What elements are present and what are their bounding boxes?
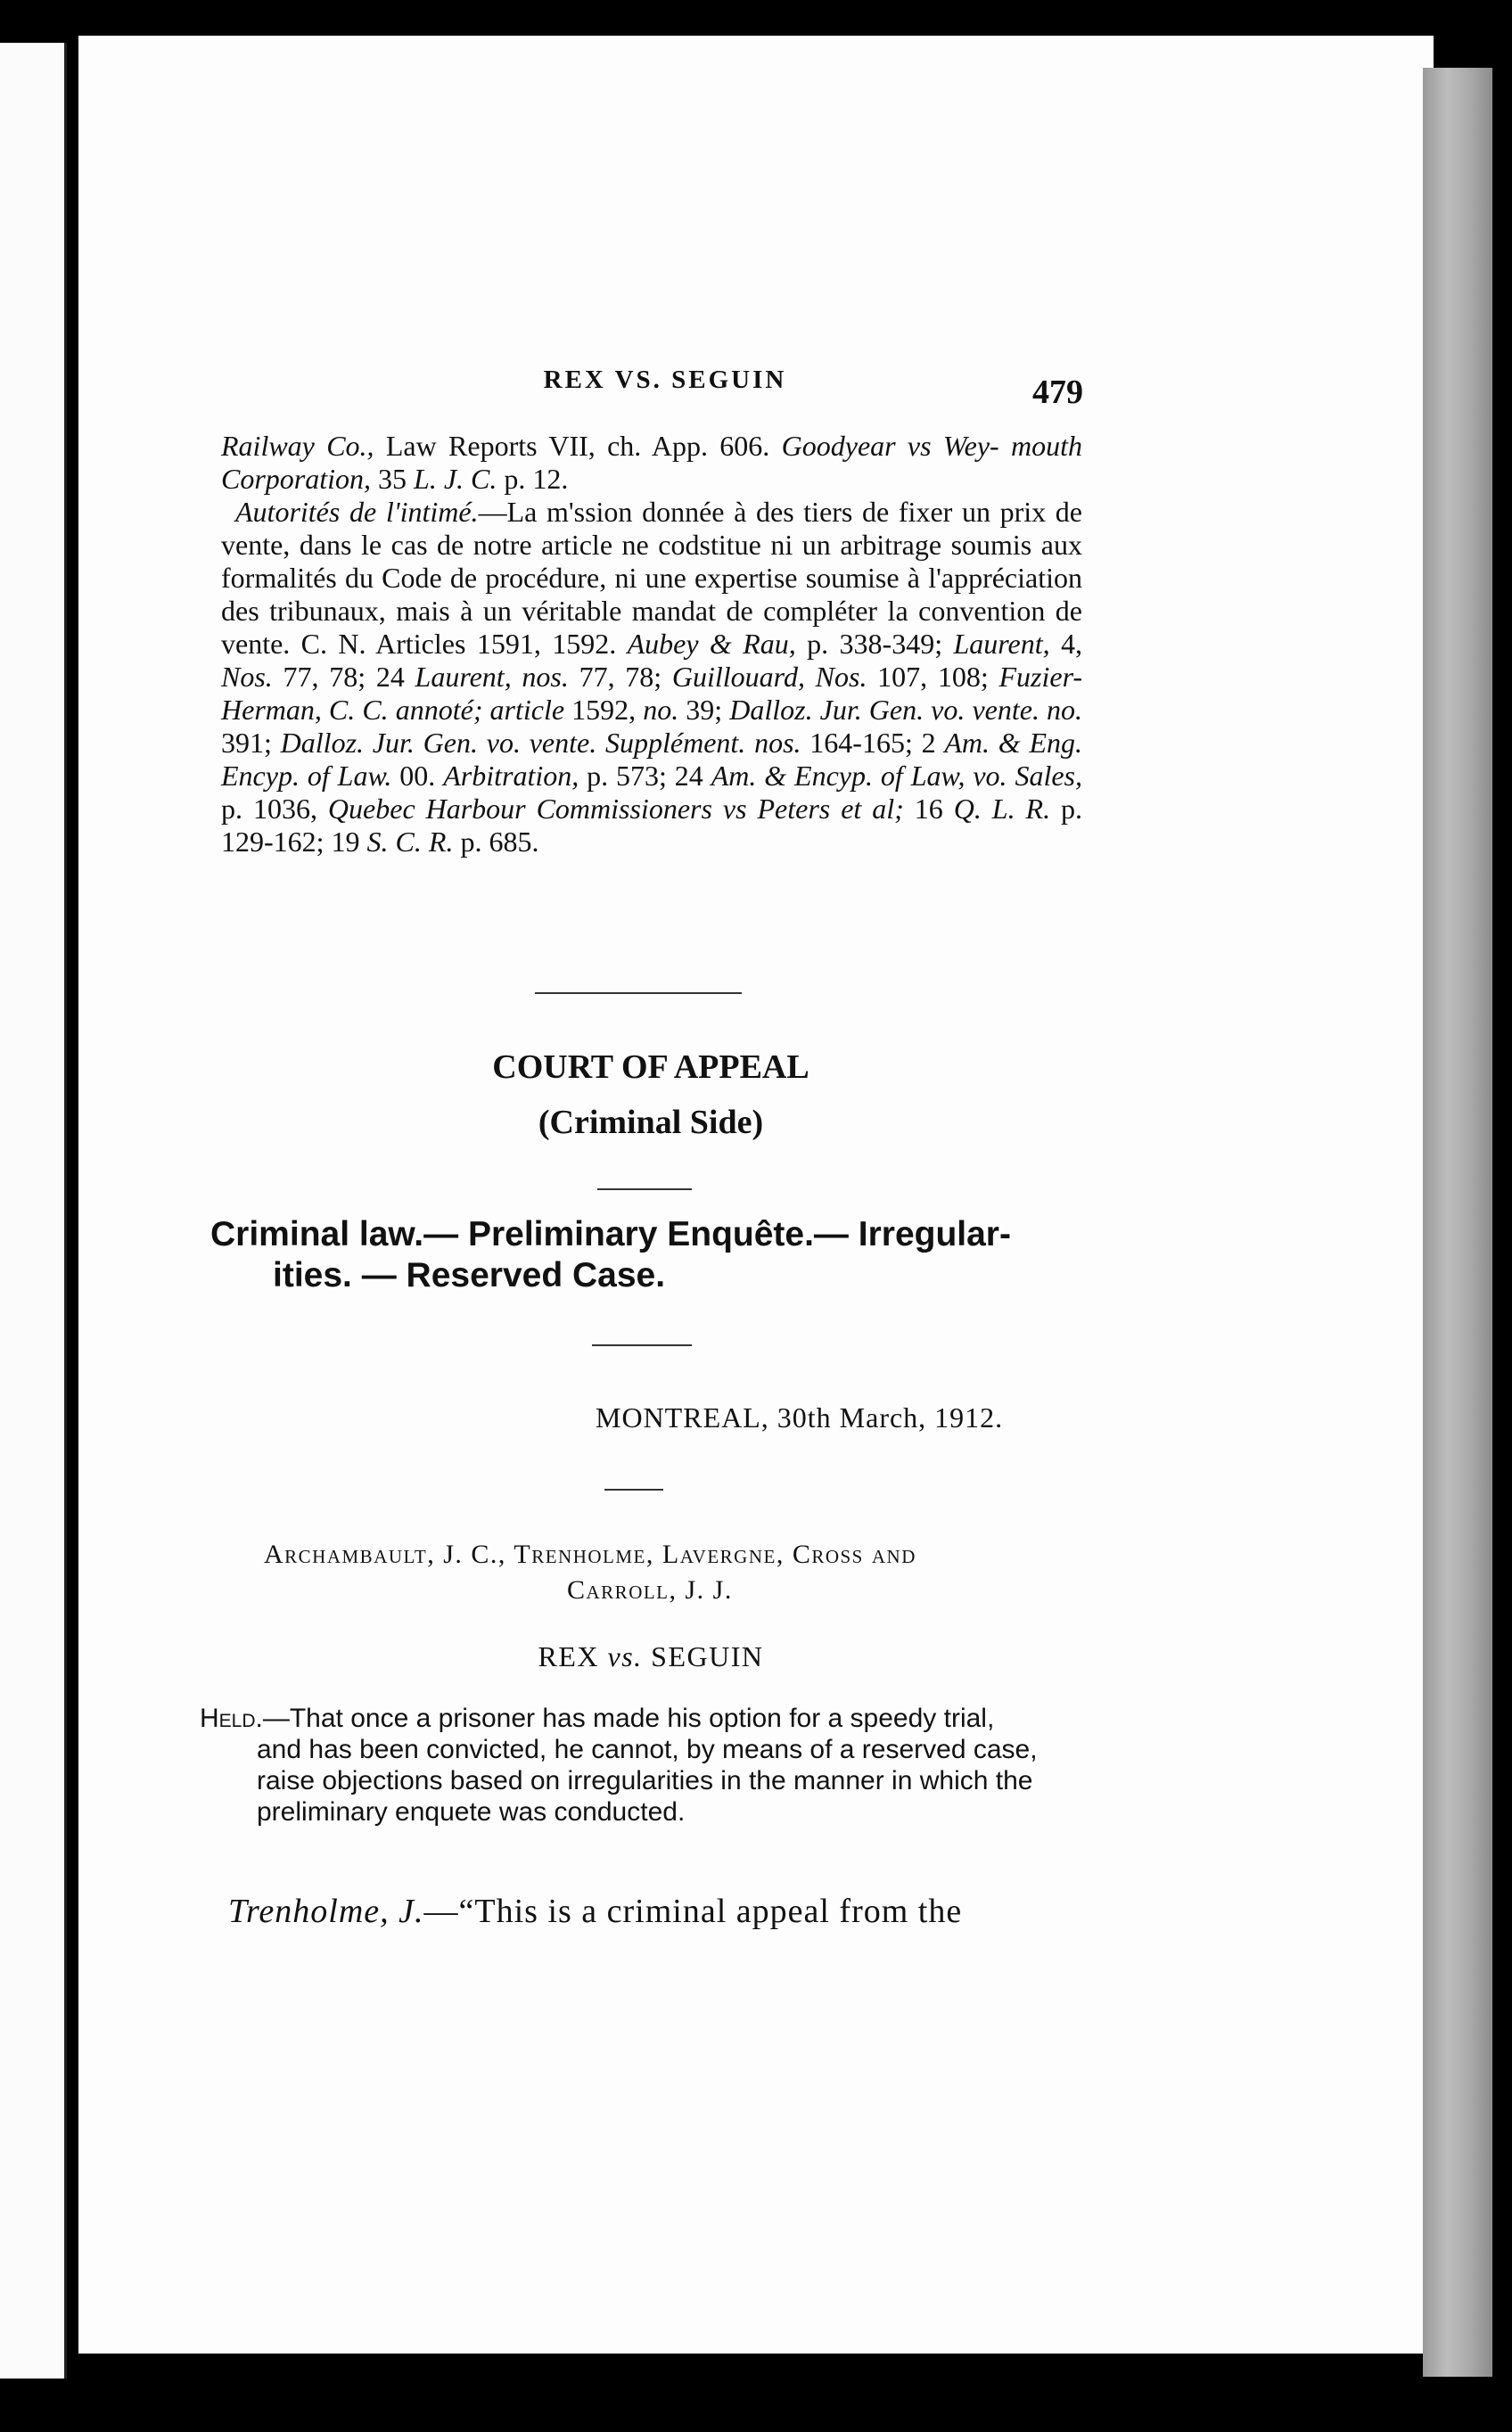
text-run: p. 573; 24 (579, 760, 711, 792)
held-text: —That once a prisoner has made his option for a speedy trial, (262, 1704, 995, 1733)
continuation-paragraph-2 (221, 496, 1082, 859)
text-run: Law Reports VII, ch. App. 606. (374, 430, 782, 462)
short-divider (592, 1344, 692, 1346)
judges-names: Archambault, J. C., Trenholme, Lavergne, Cross and (264, 1540, 916, 1569)
held-lead: Held. (200, 1704, 263, 1733)
citation: Guillouard, Nos. (671, 661, 867, 693)
text-run: 77, 78; (568, 661, 672, 693)
text-run: 39; (678, 694, 730, 726)
short-divider (597, 1188, 692, 1190)
citation: Nos. (221, 661, 273, 693)
case-name (339, 1640, 963, 1673)
citation: Goodyear vs Wey- (781, 430, 999, 462)
citation: Laurent, nos. (415, 661, 569, 693)
judge-name: Trenholme, J. (228, 1893, 424, 1930)
citation: Fuzier-Herman, C. C. annoté; article (221, 661, 1083, 726)
court-title: COURT OF APPEAL (492, 1048, 809, 1086)
section-divider (535, 992, 742, 994)
authorities-lead: Autorités de l'intimé. (235, 496, 479, 528)
facing-page-edge (0, 43, 67, 2379)
headnote-line: ities. — Reserved Case. (273, 1256, 666, 1294)
text-run: 391; (221, 727, 281, 759)
citation: no. (643, 694, 679, 726)
text-run: p. 338-349; (795, 628, 954, 660)
case-party: REX (538, 1640, 608, 1672)
held-text: and has been convicted, he cannot, by means of a reserved case, raise objections based on irregularities in the manner in which the preliminary enquete was conducted. (257, 1735, 1038, 1827)
headnote (210, 1214, 1072, 1296)
text-run: p. 685. (453, 826, 539, 858)
citation: Am. & Encyp. of Law, vo. Sales, (711, 760, 1082, 792)
judges-names: Carroll, J. J. (567, 1575, 733, 1605)
citation: Aubey & Rau, (627, 628, 796, 660)
citation: Laurent, (953, 628, 1050, 660)
running-head: REX VS. SEGUIN (543, 366, 787, 394)
page-shadow-edge (1423, 68, 1492, 2377)
text-run: 00. (391, 760, 444, 792)
case-party: SEGUIN (642, 1640, 764, 1672)
citation: Arbitration, (443, 760, 579, 792)
court-subtitle: (Criminal Side) (538, 1104, 764, 1141)
text-run: 164-165; 2 (801, 727, 945, 759)
case-versus: vs. (607, 1640, 643, 1672)
continuation-paragraph-1 (221, 430, 1082, 496)
text-run: 107, 108; (867, 661, 999, 693)
citation: S. C. R. (366, 826, 454, 858)
text-run: 1592, (564, 694, 644, 726)
citation: L. J. C. (414, 463, 497, 495)
citation: Am. & Eng. Encyp. of Law. (221, 727, 1083, 792)
page-number: 479 (1032, 374, 1083, 411)
dateline: MONTREAL, 30th March, 1912. (596, 1401, 1004, 1434)
text-run: —La m'ssion donnée à des tiers de fixer un prix de vente, dans le cas de notre article ne codstitue ni un arbitrage soumis aux formalités du Code de procédure, ni une expertise soumise à l'appréciation des tribunaux, mais à un véritable mandat de compléter la convention de vente. C. N. Articles 1591, 1592. (221, 496, 1083, 660)
citation: Dalloz. Jur. Gen. vo. vente. no. (729, 694, 1083, 726)
text-run: p. 1036, (221, 793, 328, 825)
text-run: 35 (371, 463, 415, 495)
opinion-text: —“This is a criminal appeal from the (423, 1893, 963, 1930)
text-run: 77, 78; 24 (272, 661, 415, 693)
text-run: p. 12. (497, 463, 569, 495)
text-run: p. 129-162; 19 (221, 793, 1083, 858)
text-run: 16 (903, 793, 954, 825)
citation: Q. L. R. (953, 793, 1051, 825)
held-summary (200, 1703, 1056, 1828)
citation: mouth Corporation, (221, 430, 1083, 495)
text-run: 4, (1049, 628, 1083, 660)
citation: Quebec Harbour Commissioners vs Peters et al; (327, 793, 904, 825)
short-divider (604, 1489, 663, 1491)
continuation-text (221, 430, 1082, 859)
judges-line (264, 1537, 1022, 1608)
opinion-opening (228, 1892, 1057, 1931)
citation: Dalloz. Jur. Gen. vo. vente. Supplément. nos. (280, 727, 801, 759)
headnote-line: Criminal law.— Preliminary Enquête.— Irregular- (210, 1215, 1011, 1253)
citation: Railway Co., (221, 430, 374, 462)
